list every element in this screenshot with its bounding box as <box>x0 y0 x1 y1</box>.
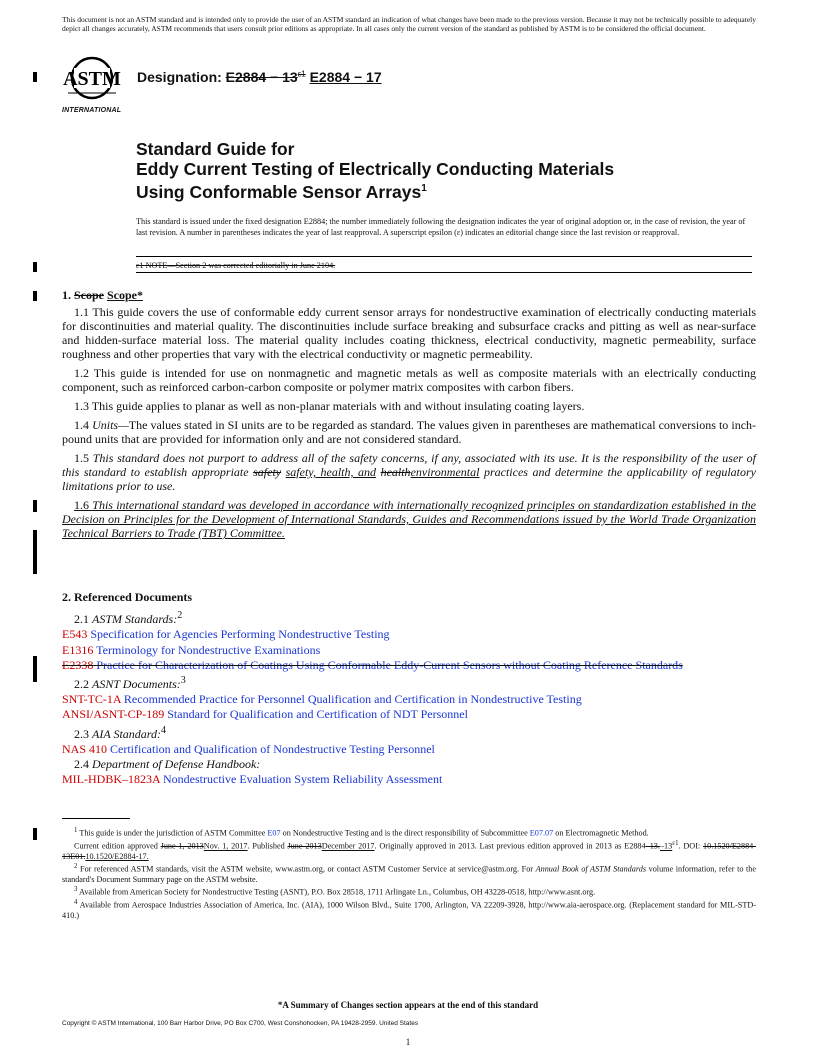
title-line-2: Eddy Current Testing of Electrically Conducting Materials <box>136 159 615 179</box>
ref-link-e543[interactable]: E543 Specification for Agencies Performing Nondestructive Testing <box>62 627 390 642</box>
ref-link-ansi-asnt[interactable]: ANSI/ASNT-CP-189 Standard for Qualification and Certification of NDT Personnel <box>62 707 468 722</box>
designation-new: E2884 − 17 <box>309 69 382 85</box>
footnote-3: $^3$ Available from American Society for Nondestructive Testing (ASNT), P.O. Box 28518, 1711 Arlingate Ln., Columbus, OH 43228-0518, http://www.asnt.org. <box>74 886 596 897</box>
issuance-statement: This standard is issued under the fixed designation E2884; the number immediately following the designation indicates the year of original adoption or, in the case of revision, the year of last revision. A number in parentheses indicates the year of last reapproval. A superscript epsilon (ε) indicates an editorial change since the last revision or reapproval. <box>136 217 746 237</box>
designation-old: E2884 − 13 <box>225 69 298 85</box>
designation-old-sup: ε1 <box>297 69 306 79</box>
paragraph-1-4: 1.4 Units—The values stated in SI units are to be regarded as standard. The values given in parentheses are mathematical conversions to inch-pound units that are provided for information only and are not considered standard. <box>62 418 757 446</box>
footnote-1: $^1$ This guide is under the jurisdiction of ASTM Committee E07 on Nondestructive Testing and is the direct responsibility of Subcommittee E07.07 on Electromagnetic Method. <box>74 827 649 838</box>
footnote-1-current-edition: Current edition approved June 1, 2013Nov. 1, 2017. Published June 2013December 2017. Originally approved in 2013. Last previous edition approved in 2013 as $E2884-13.-13^{\varepsilon 1}$. DOI: 10.1520/E2884-13E01.10.1520/E2884-17. <box>62 839 757 861</box>
change-bar <box>33 530 37 574</box>
scope-section <box>62 288 756 545</box>
ref-link-snt-tc-1a[interactable]: SNT-TC-1A Recommended Practice for Personnel Qualification and Certification in Nondestructive Testing <box>62 692 582 707</box>
ref-link-e2338[interactable]: E2338 Practice for Characterization of Coatings Using Conformable Eddy-Current Sensors without Coating Reference Standards <box>62 657 683 672</box>
paragraph-1-5: 1.5 This standard does not purport to address all of the safety concerns, if any, associated with its use. It is the responsibility of the user of this standard to establish appropriate safety safety, health, and healthenvironmental practices and determine the applicability of regulatory limitations prior to use. <box>62 451 757 493</box>
divider <box>136 256 752 257</box>
footnotes <box>62 826 756 921</box>
astm-logo <box>62 53 130 113</box>
logo-subtitle: INTERNATIONAL <box>62 107 122 114</box>
refs-heading: 2. Referenced Documents <box>62 590 193 604</box>
change-bar <box>33 656 37 682</box>
change-bar <box>33 500 37 512</box>
paragraph-1-2: 1.2 This guide is intended for use on nonmagnetic and magnetic metals as well as composite materials with an electrically conducting component, such as reinforced carbon-carbon composite or polymer matrix composites with carbon fibers. <box>62 366 756 394</box>
svg-text:ASTM: ASTM <box>63 68 121 90</box>
link-e0707[interactable]: E07.07 <box>529 828 554 838</box>
summary-of-changes-note: *A Summary of Changes section appears at the end of this standard <box>277 1000 539 1010</box>
change-bar <box>33 72 37 82</box>
divider <box>136 272 752 273</box>
footnote-2: $^2$ For referenced ASTM standards, visit the ASTM website, www.astm.org, or contact ASTM Customer Service at service@astm.org. For Annual Book of ASTM Standards volume information, refer to the standard's Document Summary page on the ASTM website. <box>62 863 757 885</box>
referenced-documents <box>62 590 756 787</box>
link-e07[interactable]: E07 <box>267 828 281 838</box>
ref-subheading: 2.2 ASNT Documents:$^3$ <box>74 675 186 692</box>
scope-heading: 1. Scope Scope* <box>62 288 143 302</box>
ref-subheading: 2.3 AIA Standard:$^4$ <box>74 724 166 741</box>
ref-link-mil-hdbk[interactable]: MIL-HDBK–1823A Nondestructive Evaluation System Reliability Assessment <box>62 772 443 787</box>
title-line-3: Using Conformable Sensor Arrays <box>136 181 422 202</box>
footnote-divider <box>62 818 130 819</box>
designation <box>137 69 382 85</box>
paragraph-1-6: 1.6 This international standard was developed in accordance with internationally recognized principles on standardization established in the Decision on Principles for the Development of International Standards, Guides and Recommendations issued by the World Trade Organization Technical Barriers to Trade (TBT) Committee. <box>62 498 756 540</box>
revision-notice: This document is not an ASTM standard and is intended only to provide the user of an ASTM standard an indication of what changes have been made to the previous version. Because it may not be technically possible to adequately depict all changes accurately, ASTM recommends that users consult prior editions as appropriate. In all cases only the current version of the standard as published by ASTM is to be considered the official document. <box>62 15 756 34</box>
title-footnote-ref: 1 <box>421 183 427 194</box>
designation-label: Designation: <box>137 69 222 85</box>
ref-link-e1316[interactable]: E1316 Terminology for Nondestructive Examinations <box>62 642 321 657</box>
change-bar <box>33 828 37 840</box>
ref-subheading: 2.4 Department of Defense Handbook: <box>74 757 261 772</box>
title-line-1: Standard Guide for <box>136 139 295 159</box>
paragraph-1-3: 1.3 This guide applies to planar as well as non-planar materials with and without insulating coating layers. <box>74 399 585 413</box>
change-bar <box>33 291 37 301</box>
change-bar <box>33 262 37 272</box>
footnote-4: $^4$ Available from Aerospace Industries Association of America, Inc. (AIA), 1000 Wilson Blvd., Suite 1700, Arlington, VA 22209-3928, http://www.aia-aerospace.org. (Replacement standard for MIL-STD-410.) <box>62 899 756 921</box>
ref-subheading: 2.1 ASTM Standards:$^2$ <box>74 610 183 627</box>
ref-link-nas-410[interactable]: NAS 410 Certification and Qualification of Nondestructive Testing Personnel <box>62 741 435 756</box>
standard-title <box>136 139 736 202</box>
copyright: Copyright © ASTM International, 100 Barr Harbor Drive, PO Box C700, West Conshohocken, PA 19428-2959. United States <box>62 1020 419 1027</box>
paragraph-1-1: 1.1 This guide covers the use of conformable eddy current sensor arrays for nondestructive examination of electrically conducting materials for discontinuities and material quality. The discontinuities include surface breaking and subsurface cracks and pitting as well as near-surface and hidden-surface material loss. The material quality includes coating thickness, electrical conductivity, magnetic permeability, surface roughness and other properties that vary with the electrical conductivity or magnetic permeability. <box>62 305 756 361</box>
epsilon-note: ε1 NOTE—Section 2 was corrected editorially in June 2104. <box>136 261 336 270</box>
page-number: 1 <box>405 1037 411 1047</box>
